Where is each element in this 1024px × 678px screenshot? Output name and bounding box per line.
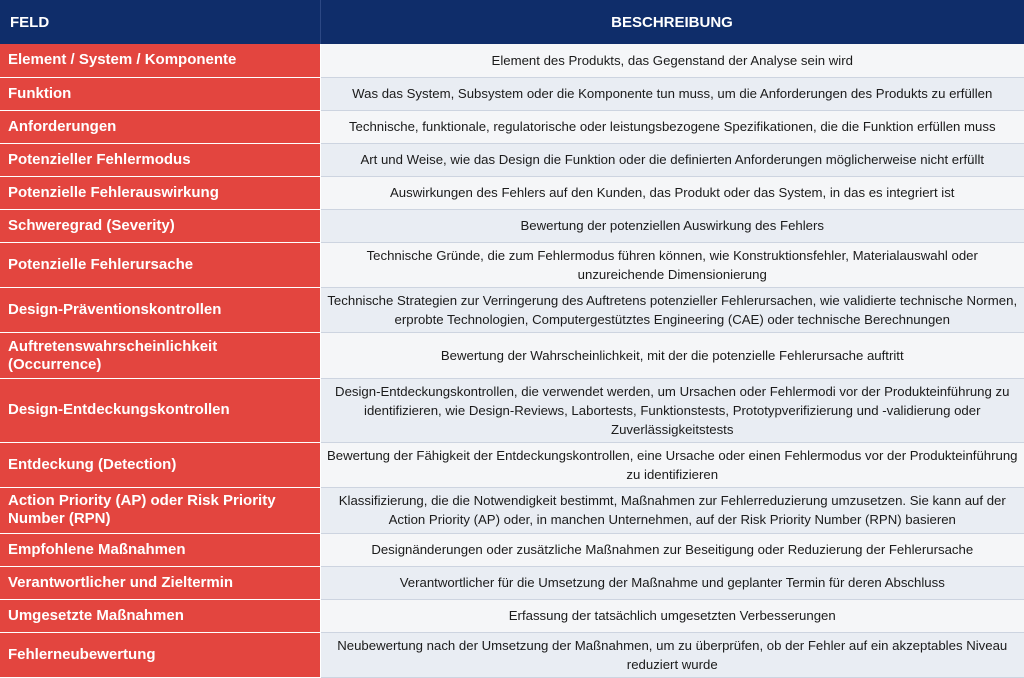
- table-row: [0, 143, 1024, 176]
- row-field-label: Entdeckung (Detection): [0, 442, 320, 487]
- column-header-description: BESCHREIBUNG: [320, 0, 1024, 44]
- row-description: Verantwortlicher für die Umsetzung der Maßnahme und geplanter Termin für deren Abschluss: [320, 566, 1024, 599]
- row-field-label: Design-Präventionskontrollen: [0, 287, 320, 332]
- row-description: Neubewertung nach der Umsetzung der Maßnahmen, um zu überprüfen, ob der Fehler auf ein akzeptables Niveau reduziert wurde: [320, 632, 1024, 677]
- row-description: Design-Entdeckungskontrollen, die verwendet werden, um Ursachen oder Fehlermodi vor der Produkteinführung zu identifizieren, wie Design-Reviews, Labortests, Funktionstests, Prototypverifizierung und -validierung oder Zuverlässigkeitstests: [320, 378, 1024, 442]
- row-description: Designänderungen oder zusätzliche Maßnahmen zur Beseitigung oder Reduzierung der Fehlerursache: [320, 533, 1024, 566]
- table-row: [0, 77, 1024, 110]
- table-row: [0, 442, 1024, 487]
- row-field-label: Fehlerneubewertung: [0, 632, 320, 677]
- row-field-label: Verantwortlicher und Zieltermin: [0, 566, 320, 599]
- row-description: Element des Produkts, das Gegenstand der Analyse sein wird: [320, 44, 1024, 77]
- row-field-label: Potenzielle Fehlerursache: [0, 242, 320, 287]
- row-field-label: Potenzielle Fehlerauswirkung: [0, 176, 320, 209]
- row-field-label: Design-Entdeckungskontrollen: [0, 378, 320, 442]
- row-field-label: Anforderungen: [0, 110, 320, 143]
- table-row: [0, 110, 1024, 143]
- row-description: Technische Gründe, die zum Fehlermodus führen können, wie Konstruktionsfehler, Materialauswahl oder unzureichende Dimensionierung: [320, 242, 1024, 287]
- row-description: Technische Strategien zur Verringerung des Auftretens potenzieller Fehlerursachen, wie validierte technische Normen, erprobte Technologien, Computergestütztes Engineering (CAE) oder technische Berechnungen: [320, 287, 1024, 332]
- row-description: Technische, funktionale, regulatorische oder leistungsbezogene Spezifikationen, die die Funktion erfüllen muss: [320, 110, 1024, 143]
- table-header: [0, 0, 1024, 44]
- row-description: Auswirkungen des Fehlers auf den Kunden, das Produkt oder das System, in das es integriert ist: [320, 176, 1024, 209]
- row-field-label: Schweregrad (Severity): [0, 209, 320, 242]
- row-description: Klassifizierung, die die Notwendigkeit bestimmt, Maßnahmen zur Fehlerreduzierung umzusetzen. Sie kann auf der Action Priority (AP) oder, in manchen Unternehmen, auf der Risk Priority Number (RPN) basieren: [320, 488, 1024, 533]
- row-field-label: Umgesetzte Maßnahmen: [0, 599, 320, 632]
- row-field-label: Empfohlene Maßnahmen: [0, 533, 320, 566]
- table-row: [0, 242, 1024, 287]
- row-field-label: Auftretenswahrscheinlichkeit (Occurrence): [0, 333, 320, 378]
- table-row: [0, 176, 1024, 209]
- table-row: [0, 209, 1024, 242]
- row-field-label: Potenzieller Fehlermodus: [0, 143, 320, 176]
- row-description: Was das System, Subsystem oder die Komponente tun muss, um die Anforderungen des Produkts zu erfüllen: [320, 77, 1024, 110]
- column-header-field: FELD: [0, 0, 320, 44]
- row-description: Art und Weise, wie das Design die Funktion oder die definierten Anforderungen möglicherweise nicht erfüllt: [320, 143, 1024, 176]
- row-field-label: Element / System / Komponente: [0, 44, 320, 77]
- table-row: [0, 566, 1024, 599]
- table-row: [0, 287, 1024, 332]
- table-row: [0, 378, 1024, 442]
- row-field-label: Action Priority (AP) oder Risk Priority Number (RPN): [0, 488, 320, 533]
- table-row: [0, 44, 1024, 77]
- table-row: [0, 599, 1024, 632]
- table-row: [0, 533, 1024, 566]
- row-field-label: Funktion: [0, 77, 320, 110]
- table-row: [0, 488, 1024, 533]
- row-description: Erfassung der tatsächlich umgesetzten Verbesserungen: [320, 599, 1024, 632]
- row-description: Bewertung der potenziellen Auswirkung des Fehlers: [320, 209, 1024, 242]
- row-description: Bewertung der Fähigkeit der Entdeckungskontrollen, eine Ursache oder einen Fehlermodus vor der Produkteinführung zu identifizieren: [320, 442, 1024, 487]
- row-description: Bewertung der Wahrscheinlichkeit, mit der die potenzielle Fehlerursache auftritt: [320, 333, 1024, 378]
- table-row: [0, 632, 1024, 677]
- table-row: [0, 333, 1024, 378]
